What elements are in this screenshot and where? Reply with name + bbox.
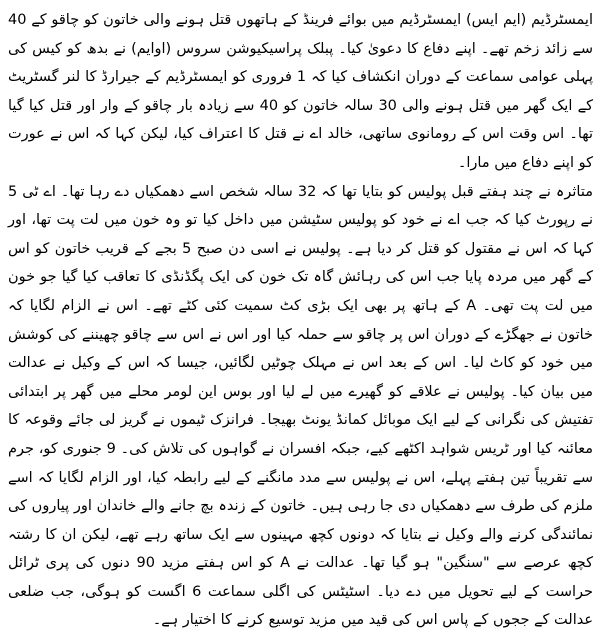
article-paragraph: متاثرہ نے چند ہفتے قبل پولیس کو بتایا تھا کہ 32 سالہ شخص اسے دھمکیاں دے رہا تھا۔ اے ٹی 5 نے رپورٹ کیا کہ جب اے نے خود کو پولیس سٹیشن میں داخل کیا تو وہ خون میں لت پت تھا، اور کہا کہ اس نے مقتول کو قتل کر دیا ہے۔ پولیس نے اسی دن صبح 5 بجے کے قریب خاتون کو اس کے گھر میں مردہ پایا جب اس کی رہائش گاہ تک خون کی ایک پگڈنڈی کا تعاقب کیا گیا جو خون میں لت پت تھی۔ A کے ہاتھ پر بھی ایک بڑی کٹ سمیت کئی کٹے تھے۔ اس نے الزام لگایا کہ خاتون نے جھگڑے کے دوران اس پر چاقو سے حملہ کیا اور اس نے اس سے چاقو چھیننے کی کوشش میں خود کو کاٹ لیا۔ اس کے بعد اس نے مہلک چوٹیں لگائیں، جیسا کہ اس کے وکیل نے عدالت میں بیان کیا۔ پولیس نے علاقے کو گھیرے میں لے لیا اور بوس این لومر محلے میں گھر پر ابتدائی تفتیش کی نگرانی کے لیے ایک موبائل کمانڈ یونٹ بھیجا۔ فرانزک ٹیموں نے گریز لی جائے وقوعہ کا معائنہ کیا اور ٹریس شواہد اکٹھے کیے، جبکہ افسران نے گواہوں کی تلاش کی۔ 9 جنوری کو، جرم سے تقریباً تین ہفتے پہلے، اس نے پولیس سے مدد مانگنے کے لیے رابطہ کیا، اور الزام لگایا کہ اسے ملزم کی طرف سے دھمکیاں دی جا رہی ہیں۔ خاتون کے زندہ بچ جانے والے خاندان اور پیاروں کی نمائندگی کرنے والے وکیل نے بتایا کہ دونوں کچھ مہینوں سے ایک ساتھ رہے تھے، لیکن ان کا رشتہ کچھ عرصے سے "سنگین" ہو گیا تھا۔ عدالت نے A کو اس ہفتے مزید 90 دنوں کی پری ٹرائل حراست کے لیے تحویل میں دے دیا۔ اسٹیٹس کی اگلی سماعت 6 اگست کو ہوگی، جب ضلعی عدالت کے ججوں کے پاس اس کی قید میں مزید توسیع کرنے کا اختیار ہے۔ xyxy=(8,183,593,629)
article-paragraph: ایمسٹرڈیم (ایم ایس) ایمسٹرڈیم میں بوائے فرینڈ کے ہاتھوں قتل ہونے والی خاتون کو چاقو کے 40 سے زائد زخم تھے۔ اپنے دفاع کا دعویٰ کیا۔ پبلک پراسیکیوشن سروس (اوایم) نے بدھ کو کیس کی پہلی عوامی سماعت کے دوران انکشاف کیا کہ 1 فروری کو ایمسٹرڈیم کے جیرارڈ کا لنر گسٹریٹ کے ایک گھر میں قتل ہونے والی 30 سالہ خاتون کو 40 سے زیادہ بار چاقو کے وار اور قتل کیا گیا تھا۔ اس وقت اس کے رومانوی ساتھی، خالد اے نے قتل کا اعتراف کیا، لیکن کہا کہ اس نے عورت کو اپنے دفاع میں مارا۔ xyxy=(8,12,593,171)
news-article-body xyxy=(8,6,593,635)
